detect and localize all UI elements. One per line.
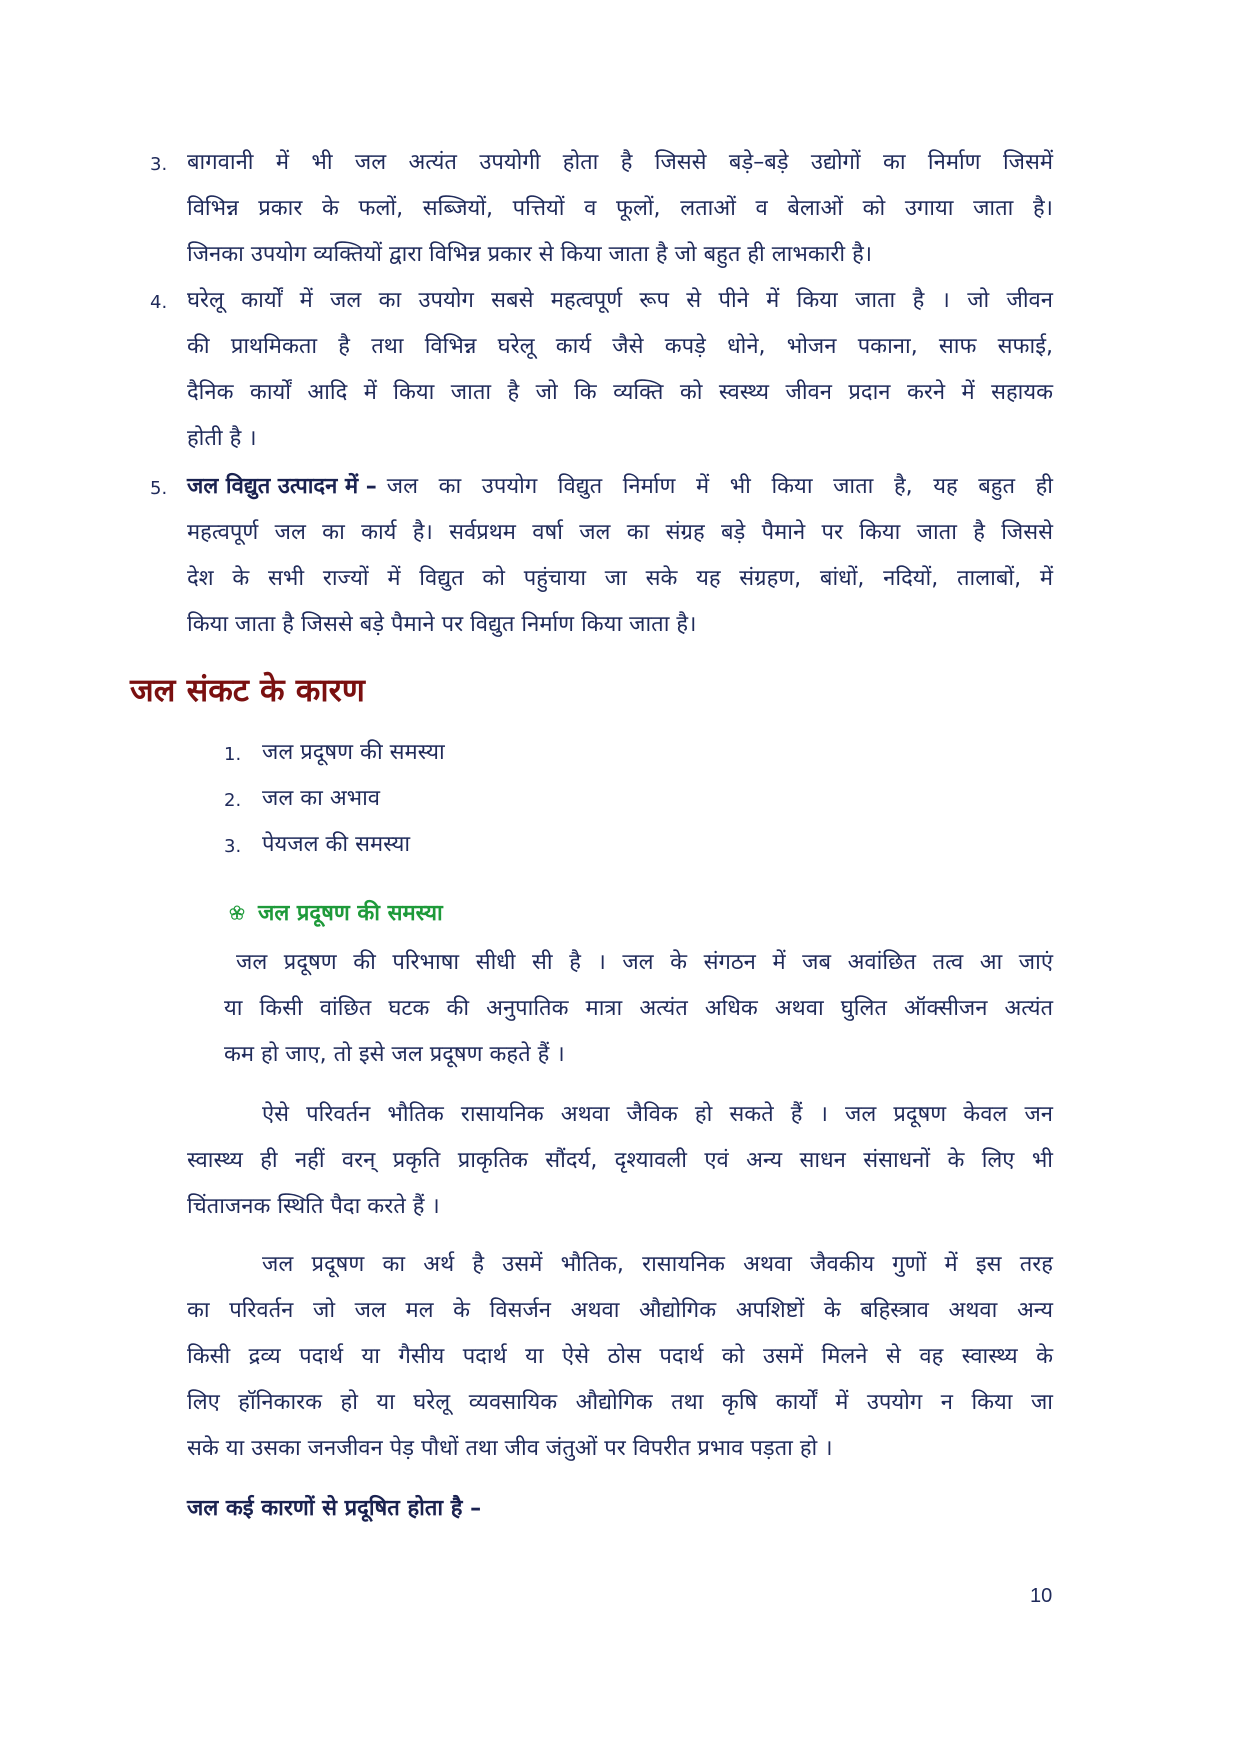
list-item-line: की प्राथमिकता है तथा विभिन्न घरेलू कार्य जैसे कपड़े धोने, भोजन पकाना, साफ सफाई, xyxy=(187,334,1053,359)
bold-lead-text: जल विद्युत उत्पादन में – xyxy=(187,474,377,499)
list-number: 3. xyxy=(224,836,242,857)
paragraph-line: का परिवर्तन जो जल मल के विसर्जन अथवा औद्योगिक अपशिष्टों के बहिस्त्राव अथवा अन्य xyxy=(187,1298,1053,1323)
list-item-line: विभिन्न प्रकार के फलों, सब्जियों, पत्तियों व फूलों, लताओं व बेलाओं को उगाया जाता है। xyxy=(187,196,1053,221)
list-number: 3. xyxy=(150,154,168,175)
paragraph-line: कम हो जाए, तो इसे जल प्रदूषण कहते हैं । xyxy=(224,1042,565,1067)
paragraph-line: किसी द्रव्य पदार्थ या गैसीय पदार्थ या ऐसे ठोस पदार्थ को उसमें मिलने से वह स्वास्थ्य के xyxy=(187,1344,1053,1369)
cause-item: जल का अभाव xyxy=(262,786,381,811)
flower-icon xyxy=(228,904,246,922)
list-item-line: दैनिक कार्यों आदि में किया जाता है जो कि व्यक्ति को स्वस्थ्य जीवन प्रदान करने में सहायक xyxy=(187,380,1053,405)
list-item-line: देश के सभी राज्यों में विद्युत को पहुंचाया जा सके यह संग्रहण, बांधों, नदियों, तालाबों, में xyxy=(187,566,1053,591)
cause-item: पेयजल की समस्या xyxy=(262,832,411,857)
paragraph-line: चिंताजनक स्थिति पैदा करते हैं । xyxy=(187,1194,440,1219)
cause-item: जल प्रदूषण की समस्या xyxy=(262,740,445,765)
list-item-first-line xyxy=(187,472,1053,502)
list-number: 2. xyxy=(224,790,242,811)
list-number: 1. xyxy=(224,744,242,765)
paragraph-line: ऐसे परिवर्तन भौतिक रासायनिक अथवा जैविक हो सकते हैं । जल प्रदूषण केवल जन xyxy=(262,1102,1053,1127)
list-item-line: महत्वपूर्ण जल का कार्य है। सर्वप्रथम वर्षा जल का संग्रह बड़े पैमाने पर किया जाता है जिससे xyxy=(187,520,1053,545)
list-item-line: जल का उपयोग विद्युत निर्माण में भी किया जाता है, यह बहुत ही xyxy=(386,474,1053,499)
subheading xyxy=(228,897,443,927)
section-heading: जल संकट के कारण xyxy=(130,671,365,709)
paragraph-line: या किसी वांछित घटक की अनुपातिक मात्रा अत्यंत अधिक अथवा घुलित ऑक्सीजन अत्यंत xyxy=(224,996,1053,1021)
closing-line: जल कई कारणों से प्रदूषित होता है – xyxy=(187,1496,482,1521)
paragraph-line: लिए हॉनिकारक हो या घरेलू व्यवसायिक औद्योगिक तथा कृषि कार्यों में उपयोग न किया जा xyxy=(187,1390,1053,1415)
paragraph-line: सके या उसका जनजीवन पेड़ पौधों तथा जीव जंतुओं पर विपरीत प्रभाव पड़ता हो । xyxy=(187,1436,833,1461)
list-item-line: किया जाता है जिससे बड़े पैमाने पर विद्युत निर्माण किया जाता है। xyxy=(187,612,697,637)
list-number: 5. xyxy=(150,478,168,499)
list-item-line: बागवानी में भी जल अत्यंत उपयोगी होता है जिससे बड़े–बड़े उद्योगों का निर्माण जिसमें xyxy=(187,150,1053,175)
subheading-text: जल प्रदूषण की समस्या xyxy=(258,901,443,926)
paragraph-line: जल प्रदूषण का अर्थ है उसमें भौतिक, रासायनिक अथवा जैवकीय गुणों में इस तरह xyxy=(262,1252,1053,1277)
page-number: 10 xyxy=(1030,1585,1053,1607)
paragraph-line: जल प्रदूषण की परिभाषा सीधी सी है । जल के संगठन में जब अवांछित तत्व आ जाएं xyxy=(236,950,1053,975)
paragraph-line: स्वास्थ्य ही नहीं वरन् प्रकृति प्राकृतिक सौंदर्य, दृश्यावली एवं अन्य साधन संसाधनों के लिए भी xyxy=(187,1148,1053,1173)
list-item-line: होती है । xyxy=(187,426,257,451)
list-item-line: जिनका उपयोग व्यक्तियों द्वारा विभिन्न प्रकार से किया जाता है जो बहुत ही लाभकारी है। xyxy=(187,242,873,267)
list-item-line: घरेलू कार्यों में जल का उपयोग सबसे महत्वपूर्ण रूप से पीने में किया जाता है । जो जीवन xyxy=(187,288,1053,313)
list-number: 4. xyxy=(150,292,168,313)
